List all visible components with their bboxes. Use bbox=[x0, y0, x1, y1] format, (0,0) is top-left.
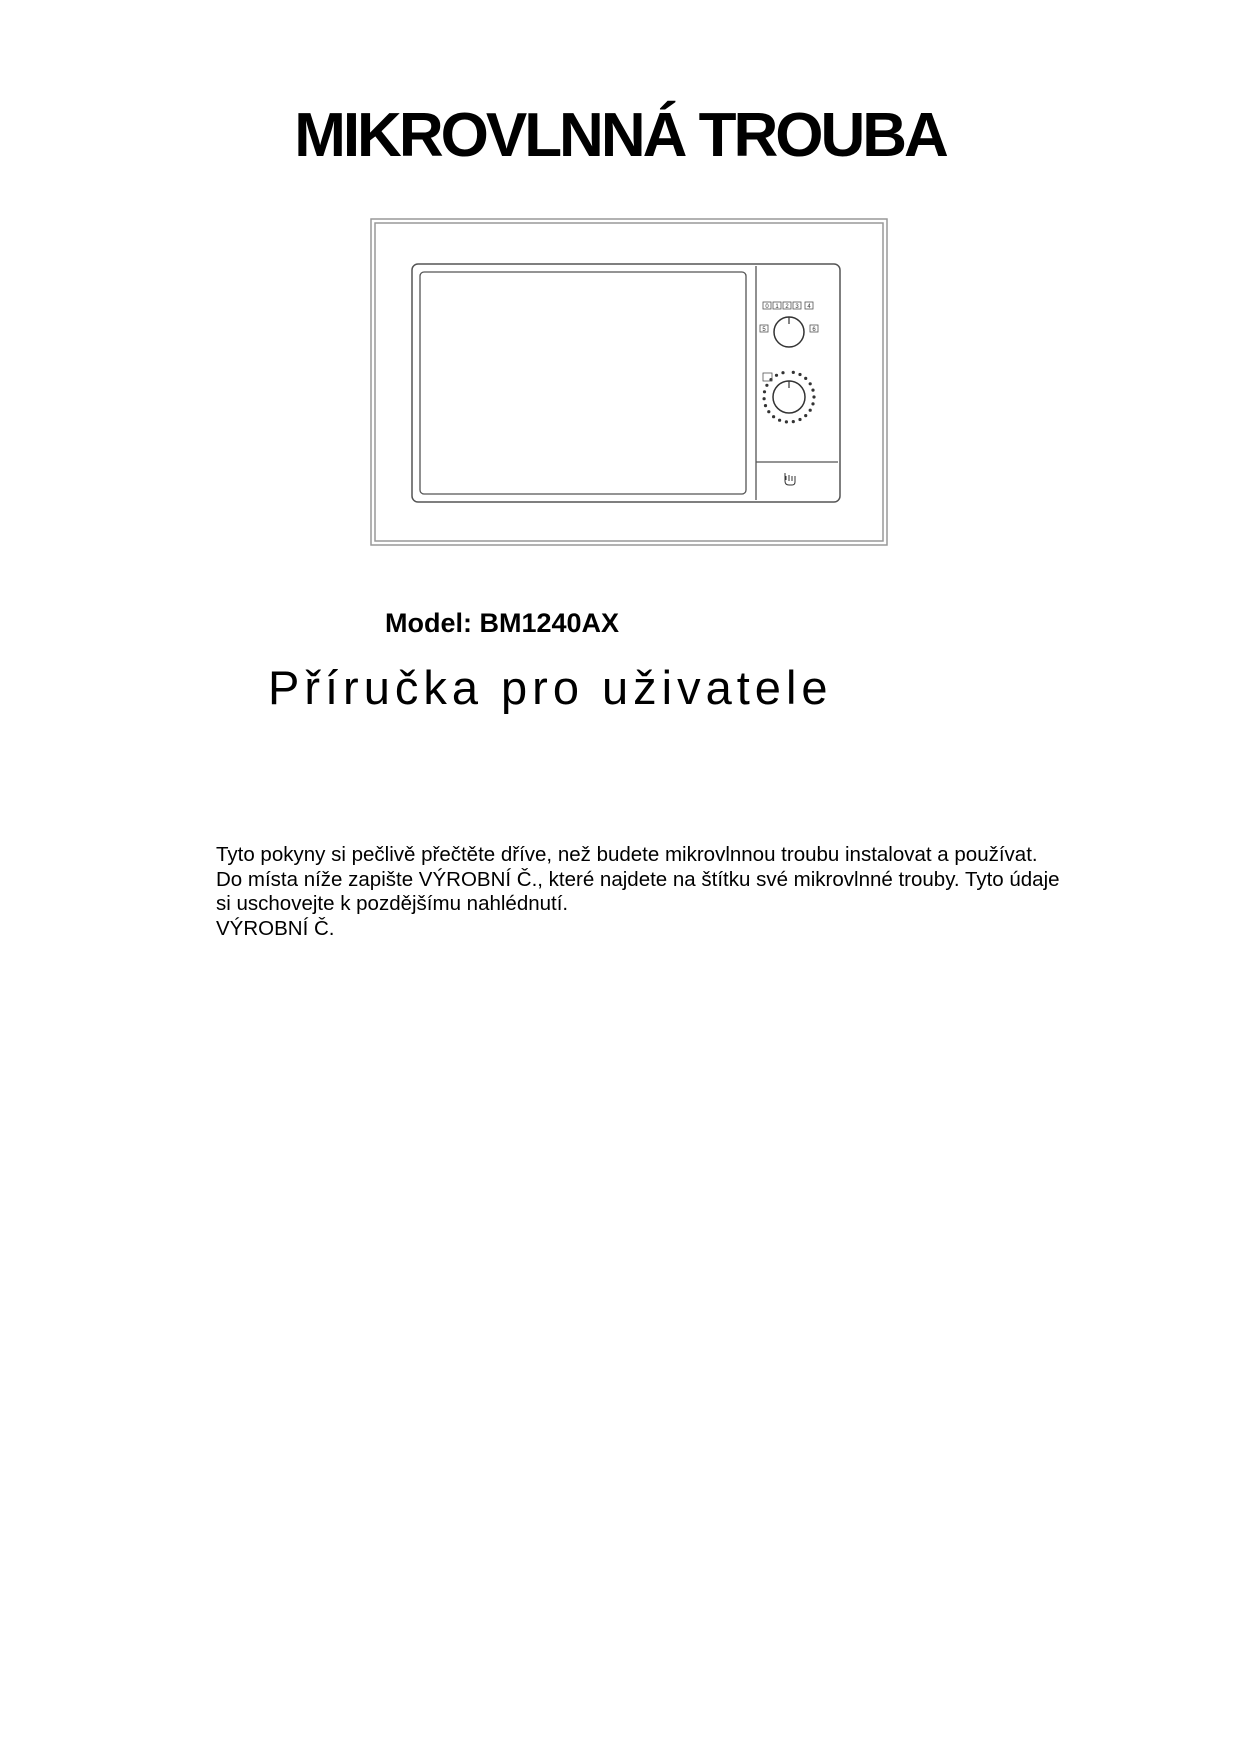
door-release-button-icon bbox=[785, 473, 795, 485]
timer-tick bbox=[785, 420, 788, 423]
document-subtitle: Příručka pro uživatele bbox=[268, 661, 833, 714]
timer-tick bbox=[811, 402, 814, 405]
timer-tick bbox=[809, 382, 812, 385]
timer-tick bbox=[781, 371, 784, 374]
microwave-illustration bbox=[370, 218, 888, 546]
instructions-text bbox=[216, 843, 1076, 941]
power-label: 4 bbox=[807, 304, 811, 310]
timer-tick bbox=[804, 414, 807, 417]
door-window bbox=[420, 272, 746, 494]
paragraph-read-instructions: Tyto pokyny si pečlivě přečtěte dříve, než budete mikrovlnnou troubu instalovat a používat. bbox=[216, 843, 1038, 866]
timer-tick bbox=[764, 404, 767, 407]
power-label: 2 bbox=[785, 304, 789, 310]
model-number: Model: BM1240AX bbox=[385, 608, 620, 638]
timer-tick bbox=[767, 410, 770, 413]
timer-tick bbox=[772, 415, 775, 418]
paragraph-serial-label: VÝROBNÍ Č. bbox=[216, 916, 335, 940]
power-label: 0 bbox=[765, 304, 769, 310]
timer-tick bbox=[812, 395, 815, 398]
power-label: 6 bbox=[812, 327, 816, 333]
timer-tick bbox=[763, 397, 766, 400]
timer-tick bbox=[811, 389, 814, 392]
timer-tick bbox=[763, 390, 766, 393]
outer-frame bbox=[371, 219, 887, 545]
timer-dial-ticks bbox=[763, 371, 816, 424]
power-label: 5 bbox=[762, 327, 766, 333]
timer-tick bbox=[804, 377, 807, 380]
timer-tick bbox=[798, 373, 801, 376]
timer-tick bbox=[775, 374, 778, 377]
timer-tick bbox=[792, 420, 795, 423]
timer-tick bbox=[765, 384, 768, 387]
power-label: 3 bbox=[795, 304, 799, 310]
timer-tick bbox=[792, 371, 795, 374]
inner-frame bbox=[375, 223, 883, 541]
timer-tick bbox=[778, 419, 781, 422]
timer-tick bbox=[809, 409, 812, 412]
document-title: MIKROVLNNÁ TROUBA bbox=[294, 101, 946, 170]
power-label: 1 bbox=[775, 304, 779, 310]
paragraph-serial-note: Do místa níže zapište VÝROBNÍ Č., které najdete na štítku své mikrovlnné trouby. Tyto údaje si uschovejte k pozdějšímu nahlédnutí. bbox=[216, 867, 1060, 915]
timer-tick bbox=[798, 418, 801, 421]
oven-body bbox=[412, 264, 840, 502]
